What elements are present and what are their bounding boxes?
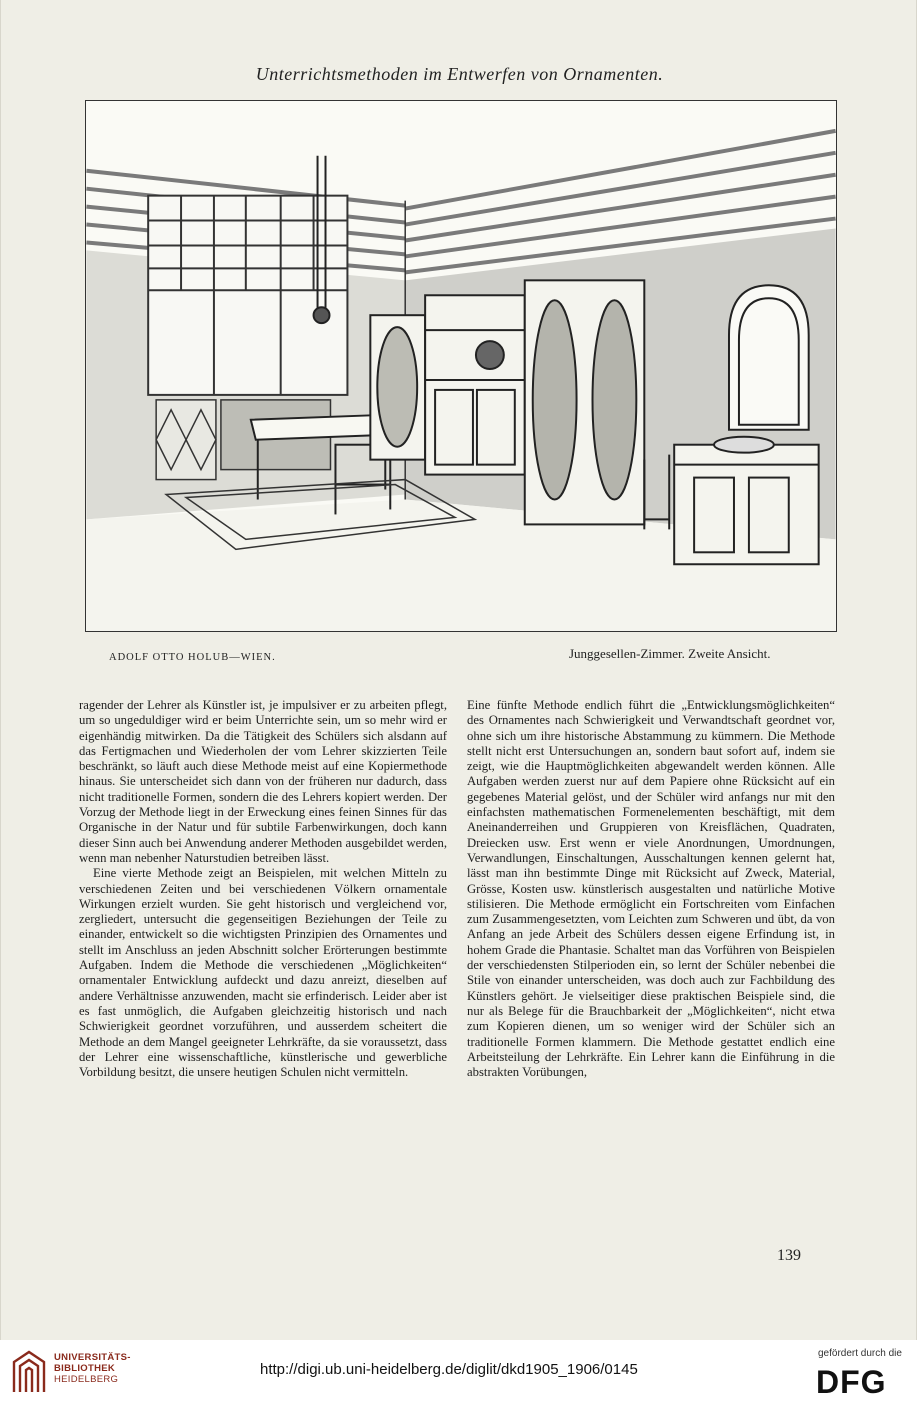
viewer-footer [0, 1340, 917, 1404]
permalink-url[interactable]: http://digi.ub.uni-heidelberg.de/diglit/dkd1905_1906/0145 [260, 1361, 638, 1378]
paragraph: Eine vierte Methode zeigt an Beispielen, mit welchen Mitteln zu verschiedenen Zeiten und bei verschiedenen Völkern ornamentale Wirkungen erzielt wurden. Sie geht historisch und vergleichend vor, zergliedert, untersucht die gegenseitigen Beziehungen der Teile zu einander, entwickelt so die wichtigsten Prinzipien des Ornamentes und stellt im Anschluss an jeden Abschnitt solcher Erörterungen bestimmte Aufgaben. Indem die Methode die verschiedenen „Möglichkeiten“ ornamentaler Entwicklung aufdeckt und dazu anreizt, dieselben auf andere Verhältnisse anzuwenden, macht sie erfinderisch. Leider aber ist es fast unmöglich, die Aufgaben gleichzeitig historisch und nach Schwierigkeit geordnet vorzuführen, und ausserdem scheitert die Methode an dem Mangel geeigneter Lehrkräfte, da sie voraussetzt, dass der Lehrer eine wissenschaftliche, künstlerische und gewerbliche Vorbildung besitzt, die unsere heutigen Schulen nicht vermitteln. [79, 866, 447, 1080]
dfg-logo[interactable]: DFG [816, 1364, 887, 1400]
funding-note: gefördert durch die [818, 1348, 902, 1359]
wardrobe-right [525, 280, 645, 524]
room-drawing [86, 101, 836, 631]
shelf-cabinet [425, 295, 525, 474]
text-column-left [79, 698, 447, 1080]
running-head: Unterrichtsmethoden im Entwerfen von Ornamenten. [255, 64, 664, 84]
page-number: 139 [777, 1247, 801, 1264]
paragraph: Eine fünfte Methode endlich führt die „Entwicklungsmöglichkeiten“ des Ornamentes nach Schwierigkeit und Verwandtschaft geordnet vor, ohne sich um ihre historische Abstammung zu kümmern. Die Methode stellt nicht erst Untersuchungen an, sondern baut sofort auf, indem sie zeigt, wie die Hauptmöglichkeiten abgewandelt werden können. Alle Aufgaben werden zuerst nur auf dem Papiere ohne Rücksicht auf ein gegebenes Material gelöst, und der Schüler wird anfangs nur mit den einfachsten mathematischen Formenelementen beschäftigt, mit dem Aneinanderreihen und Gruppieren von Kreisflächen, Quadraten, Dreiecken usw. Erst wenn er viele Anordnungen, Umordnungen, Verwandlungen, Einschaltungen, Ausschaltungen kennen gelernt hat, lässt man ihn bestimmte Dinge mit Rücksicht auf Zweck, Material, Grösse, Kosten usw. künstlerisch ausgestalten und natürliche Motive stilisieren. Die Methode ermöglicht ein Fortschreiten vom Einfachen zum Zusammengesetzten, vom Leichten zum Schweren und übt, da von Anfang an jede Arbeit des Schülers dessen eigene Erfindung ist, in hohem Grade die Phantasie. Schaltet man das Vorführen von Beispielen der verschiedensten Stilperioden ein, so lernt der Schüler nebenbei die Stile von einander unterscheiden, was doch auch zur Fachbildung des Künstlers gehört. Je vielseitiger diese praktischen Beispiele sind, die nur als Belege für die Brauchbarkeit der „Möglichkeiten“, nicht etwa zum Kopieren dienen, um so weniger wird der Schüler sich an traditionelle Formen klammern. Die Methode gestattet endlich eine Arbeitsteilung der Lehrkräfte. Ein Lehrer kann die Einführung in die abstrakten Vorübungen, [467, 698, 835, 1080]
figure-credit: ADOLF OTTO HOLUB—WIEN. [109, 652, 276, 663]
wardrobe-left [370, 315, 425, 459]
figure-caption: Junggesellen-Zimmer. Zweite Ansicht. [569, 646, 771, 661]
library-name[interactable]: UNIVERSITÄTS- BIBLIOTHEK HEIDELBERG [54, 1352, 131, 1385]
text-column-right [467, 698, 835, 1080]
mirror [729, 285, 809, 429]
paragraph: ragender der Lehrer als Künstler ist, je impulsiver er zu arbeiten pflegt, um so ungeduldiger wird er beim Unterrichte sein, um so mehr wird er eigenhändig mitwirken. Da die Tätigkeit des Schülers sich alsdann auf das Fertigmachen und Wiederholen der vom Lehrer skizzierten Teile beschränkt, so läuft auch diese Methode meist auf eine Kopiermethode hinaus. Sie unterscheidet sich dann von der früheren nur dadurch, dass nicht traditionelle Formen, sondern die des Lehrers kopiert werden. Der Vorzug der Methode liegt in der Erweckung eines feinen Sinnes für das Organische in der Natur und für subtile Farbenwirkungen, doch kann dieser Sinn auch bei Anwendung anderer Methoden ausgebildet werden, wenn man nebenher Naturstudien betreiben lässt. [79, 698, 447, 865]
university-library-logo-icon [10, 1348, 48, 1394]
room-illustration [85, 100, 837, 632]
washstand [674, 437, 818, 565]
